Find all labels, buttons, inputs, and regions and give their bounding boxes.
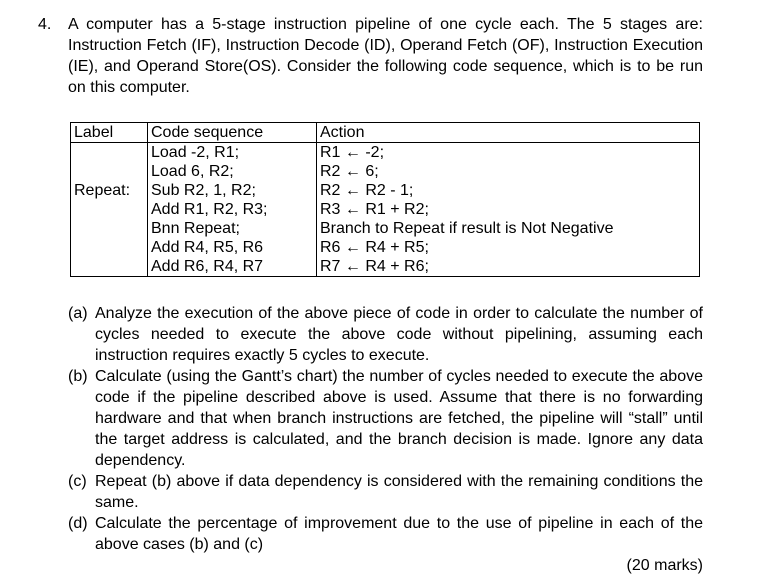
row-code: Load -2, R1; [148, 143, 317, 163]
row-action: R2 ← 6; [317, 162, 700, 181]
part-b [68, 366, 703, 471]
part-c [68, 471, 703, 513]
table-row [71, 162, 700, 181]
table-row [71, 181, 700, 200]
row-action: R1 ← -2; [317, 143, 700, 163]
part-label: (c) [68, 473, 87, 490]
row-code: Add R4, R5, R6 [148, 238, 317, 257]
table-header-row [71, 123, 700, 143]
question-number: 4. [38, 16, 52, 33]
part-text: Analyze the execution of the above piece of code in order to calculate the number of cycles needed to execute the above code without pipelining, assuming each instruction requires exactly 5 cycles to execute. [95, 305, 703, 364]
row-action: R7 ← R4 + R6; [317, 257, 700, 277]
row-action: Branch to Repeat if result is Not Negative [317, 219, 700, 238]
question-intro: A computer has a 5-stage instruction pipeline of one cycle each. The 5 stages are: Instruction Fetch (IF), Instruction Decode (ID), Operand Fetch (OF), Instruction Execution (IE), and Operand Store(OS). Consider the following code sequence, which is to be run on this computer. [68, 16, 703, 96]
code-table [70, 122, 700, 277]
row-code: Add R6, R4, R7 [148, 257, 317, 277]
marks-label: (20 marks) [626, 557, 703, 574]
table-row [71, 200, 700, 219]
part-a [68, 303, 703, 366]
row-label [71, 162, 148, 181]
row-action: R2 ← R2 - 1; [317, 181, 700, 200]
part-label: (a) [68, 305, 88, 322]
row-code: Bnn Repeat; [148, 219, 317, 238]
row-code: Load 6, R2; [148, 162, 317, 181]
header-code-sequence: Code sequence [148, 123, 317, 143]
part-text: Calculate the percentage of improvement due to the use of pipeline in each of the above cases (b) and (c) [95, 515, 703, 553]
row-label [71, 143, 148, 163]
row-label [71, 219, 148, 238]
header-label: Label [71, 123, 148, 143]
table-row [71, 257, 700, 277]
part-label: (d) [68, 515, 88, 532]
header-action: Action [317, 123, 700, 143]
part-text: Calculate (using the Gantt’s chart) the number of cycles needed to execute the above code if the pipeline described above is used. Assume that there is no forwarding hardware and that when branch instructions are fetched, the pipeline will “stall” until the target address is calculated, and the branch decision is made. Ignore any data dependency. [95, 368, 703, 469]
row-label [71, 238, 148, 257]
part-text: Repeat (b) above if data dependency is considered with the remaining conditions the same. [95, 473, 703, 511]
row-action: R6 ← R4 + R5; [317, 238, 700, 257]
part-label: (b) [68, 368, 88, 385]
row-code: Add R1, R2, R3; [148, 200, 317, 219]
row-label [71, 257, 148, 277]
question-parts [68, 303, 703, 555]
table-row [71, 238, 700, 257]
row-code: Sub R2, 1, R2; [148, 181, 317, 200]
row-action: R3 ← R1 + R2; [317, 200, 700, 219]
table-row [71, 143, 700, 163]
table-row [71, 219, 700, 238]
part-d [68, 513, 703, 555]
row-label [71, 200, 148, 219]
row-label: Repeat: [71, 181, 148, 200]
